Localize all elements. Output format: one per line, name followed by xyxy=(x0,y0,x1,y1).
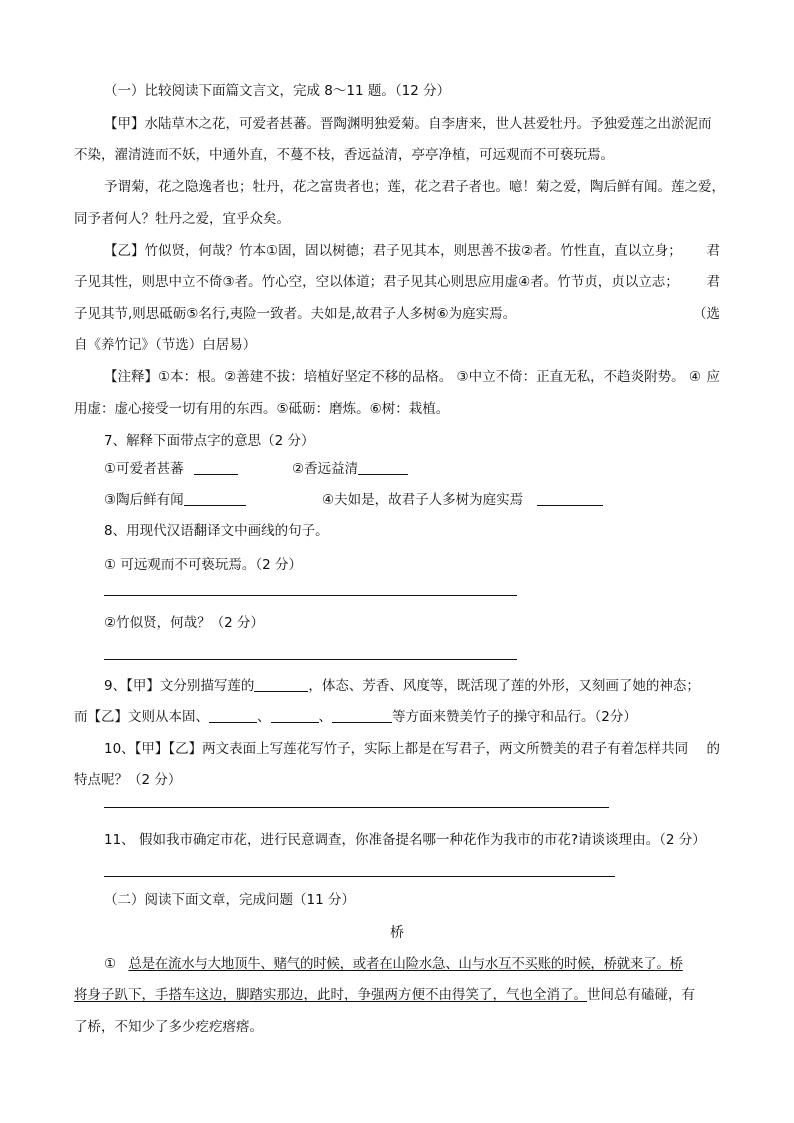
q8-answer-line-1[interactable] xyxy=(104,595,517,596)
jia-paragraph2-line2: 同予者何人？牡丹之爱，宜乎众矣。 xyxy=(74,211,290,227)
q8-item2: ②竹似贤，何哉？（2 分） xyxy=(104,615,264,631)
q7-answer-blank-4[interactable] xyxy=(537,491,603,506)
notes-line1: 【注释】①本：根。②善建不拔：培植好坚定不移的品格。 ③中立不倚：正直无私，不趋炎附势。 ④ 应 xyxy=(104,369,720,385)
q10-line1: 10、【甲】【乙】两文表面上写莲花写竹子，实际上都是在写君子，两文所赞美的君子有着怎样共同 的 xyxy=(104,741,720,757)
article-paragraph1-line1: ① 总是在流水与大地顶牛、赌气的时候，或者在山险水急、山与水互不买账的时候，桥就来了。桥 xyxy=(104,956,683,972)
article-title: 桥 xyxy=(390,925,404,941)
q9-line2: 而【乙】文则从本固、 、 、 等方面来赞美竹子的操守和品行。（2分） xyxy=(74,709,637,725)
q7-stem: 7、解释下面带点字的意思（2 分） xyxy=(104,433,315,449)
yi-line3: 子见其节,则思砥砺⑤名行,夷险一致者。夫如是,故君子人多树⑥为庭实焉。 （选 xyxy=(74,306,720,322)
q7-item4: ④夫如是，故君子人多树为庭实焉 xyxy=(322,491,603,509)
q9-blank-1[interactable] xyxy=(254,677,308,692)
section2-heading: （二）阅读下面文章，完成问题（11 分） xyxy=(104,892,355,908)
q8-stem: 8、用现代汉语翻译文中画线的句子。 xyxy=(104,523,329,539)
jia-paragraph2-line1: 予谓菊，花之隐逸者也；牡丹，花之富贵者也；莲，花之君子者也。噫！菊之爱，陶后鲜有闻。莲之 爱， xyxy=(104,179,725,195)
q7-item1: ①可爱者甚蕃 xyxy=(104,460,238,478)
jia-paragraph1-line2: 不染，濯清涟而不妖，中通外直，不蔓不枝，香远益清，亭亭净植，可远观而不可亵玩焉。 xyxy=(74,147,614,163)
q11-answer-line[interactable] xyxy=(104,876,615,877)
article-paragraph1-line2: 将身子趴下，手搭车这边，脚踏实那边，此时，争强两方便不由得笑了，气也全消了。世间总有磕碰，有 xyxy=(74,987,695,1003)
q9-line1: 9、【甲】文分别描写莲的 ，体态、芳香、风度等，既活现了莲的外形，又刻画了她的神态； xyxy=(104,678,700,694)
q9-blank-4[interactable] xyxy=(332,708,392,723)
yi-line1: 【乙】竹似贤，何哉？竹本①固，固以树德；君子见其本，则思善不拔②者。竹性直，直以立身； 君 xyxy=(104,243,720,259)
notes-line2: 用虚：虚心接受一切有用的东西。⑤砥砺：磨炼。⑥树：栽植。 xyxy=(74,401,450,417)
section1-heading: （一）比较阅读下面篇文言文，完成 8～11 题。（12 分） xyxy=(104,83,451,99)
q9-blank-3[interactable] xyxy=(271,708,319,723)
q10-answer-line[interactable] xyxy=(104,807,609,808)
q8-answer-line-2[interactable] xyxy=(104,659,517,660)
q8-item1: ① 可远观而不可亵玩焉。（2 分） xyxy=(104,557,303,573)
q7-item2: ②香远益清 xyxy=(292,460,408,478)
q7-answer-blank-2[interactable] xyxy=(358,460,408,475)
q7-answer-blank-3[interactable] xyxy=(184,491,246,506)
q11-stem: 11、 假如我市确定市花，进行民意调查，你准备提名哪一种花作为我市的市花?请谈谈理由。（2 分） xyxy=(104,832,706,848)
q10-line2: 特点呢？（2 分） xyxy=(74,772,182,788)
jia-paragraph1-line1: 【甲】水陆草木之花，可爱者甚蕃。晋陶渊明独爱菊。自李唐来，世人甚爱牡丹。予独爱莲之出淤泥 而 xyxy=(104,116,712,132)
yi-line2: 子见其性，则思中立不倚③者。竹心空，空以体道；君子见其心则思应用虚④者。竹节贞，贞以立志； 君 xyxy=(74,274,720,290)
q9-blank-2[interactable] xyxy=(209,708,257,723)
yi-line4: 自《养竹记》（节选）白居易） xyxy=(74,337,257,353)
q7-answer-blank-1[interactable] xyxy=(194,460,238,475)
article-paragraph1-line3: 了桥，不知少了多少疙疙瘩瘩。 xyxy=(74,1019,263,1035)
q7-item3: ③陶后鲜有闻 xyxy=(104,491,246,509)
